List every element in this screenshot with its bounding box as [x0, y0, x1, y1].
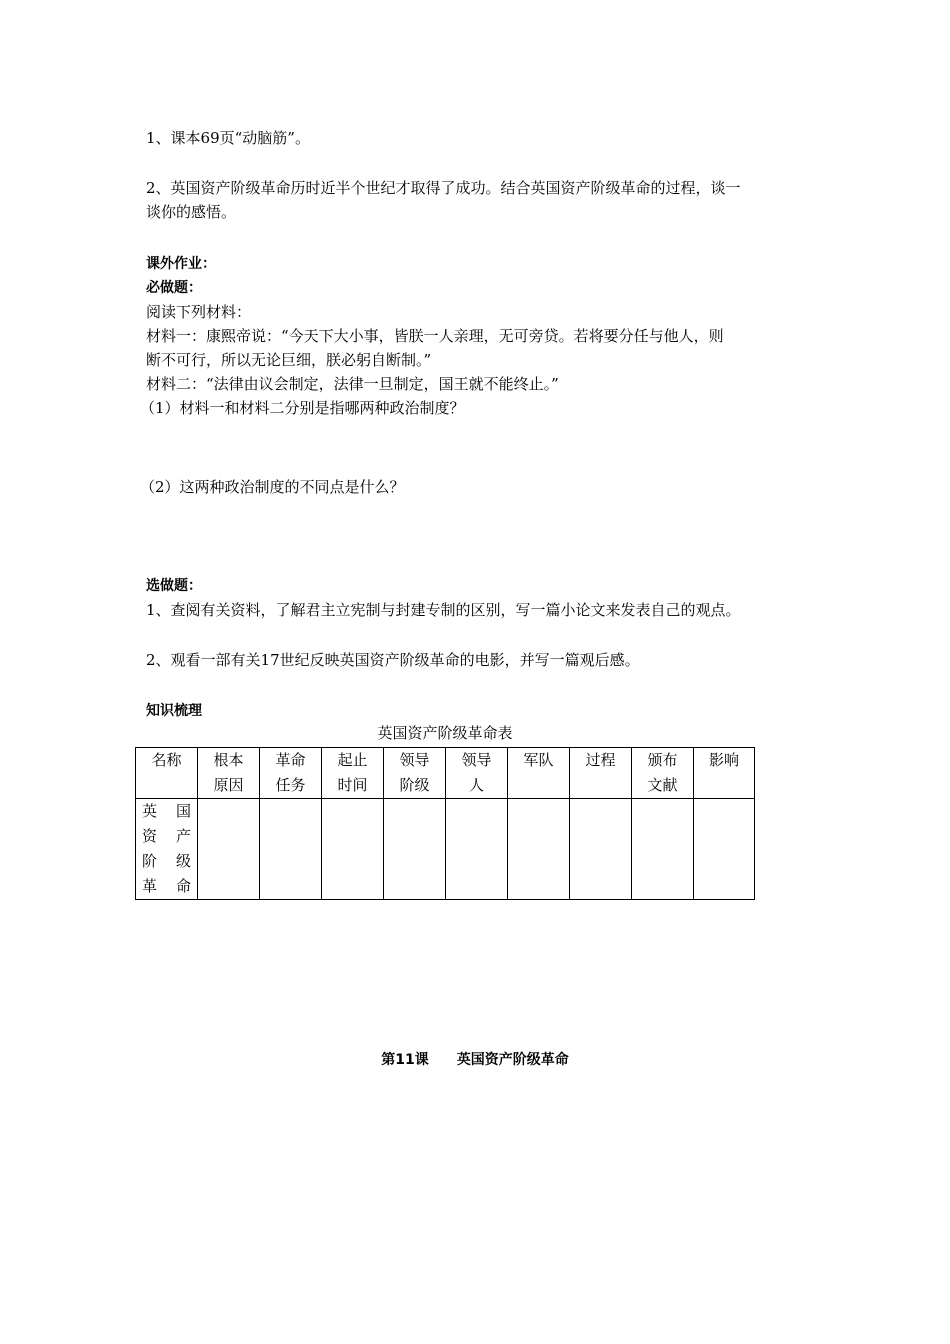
table-cell-empty [508, 799, 570, 900]
lesson-title [0, 1049, 950, 1069]
text-line-m2: 材料二：“法律由议会制定，法律一旦制定，国王就不能终止。” [146, 375, 559, 393]
text-line-q2a: 2、英国资产阶级革命历时近半个世纪才取得了成功。结合英国资产阶级革命的过程，谈一 [146, 179, 741, 197]
text-line-m1a: 材料一：康熙帝说：“今天下大小事，皆朕一人亲理，无可旁贷。若将要分任与他人，则 [146, 327, 724, 345]
table-header-cell: 影响 [694, 748, 755, 799]
table-header-cell: 领导 人 [446, 748, 508, 799]
table-cell-empty [570, 799, 632, 900]
table-row [136, 799, 755, 900]
table-caption: 英国资产阶级革命表 [377, 724, 513, 742]
text-line-ks: 知识梳理 [146, 703, 202, 719]
table-header-cell: 领导 阶级 [384, 748, 446, 799]
text-line-req: 必做题： [146, 280, 202, 296]
row-label-cell: 英 国 资 产 阶 级 革命 [136, 799, 198, 900]
table-cell-empty [446, 799, 508, 900]
text-line-hw: 课外作业： [146, 256, 216, 272]
table-header-row [136, 748, 755, 799]
text-line-q2b: 谈你的感悟。 [146, 203, 237, 221]
text-line-sq2: （2）这两种政治制度的不同点是什么？ [140, 478, 405, 496]
table-header-cell: 过程 [570, 748, 632, 799]
text-line-opt: 选做题： [146, 578, 202, 594]
table-cell-empty [632, 799, 694, 900]
table-cell-empty [694, 799, 755, 900]
table-cell-empty [198, 799, 260, 900]
table-cell-empty [260, 799, 322, 900]
table-cell-empty [322, 799, 384, 900]
text-line-q1: 1、课本69页“动脑筋”。 [146, 129, 310, 147]
text-line-o2: 2、观看一部有关17世纪反映英国资产阶级革命的电影，并写一篇观后感。 [146, 651, 640, 669]
revolution-table [135, 747, 755, 900]
table-header-cell: 军队 [508, 748, 570, 799]
text-line-sq1: （1）材料一和材料二分别是指哪两种政治制度？ [140, 399, 465, 417]
text-line-m1b: 断不可行，所以无论巨细，朕必躬自断制。” [146, 351, 432, 369]
table-header-cell: 根本 原因 [198, 748, 260, 799]
table-header-cell: 颁布 文献 [632, 748, 694, 799]
table-header-cell: 革命 任务 [260, 748, 322, 799]
lesson-name: 英国资产阶级革命 [456, 1052, 569, 1068]
table-header-cell: 起止 时间 [322, 748, 384, 799]
table-header-cell: 名称 [136, 748, 198, 799]
lesson-number: 第11课 [381, 1052, 429, 1068]
text-line-read: 阅读下列材料： [146, 303, 252, 321]
table-cell-empty [384, 799, 446, 900]
text-line-o1: 1、查阅有关资料，了解君主立宪制与封建专制的区别，写一篇小论文来发表自己的观点。 [146, 601, 741, 619]
